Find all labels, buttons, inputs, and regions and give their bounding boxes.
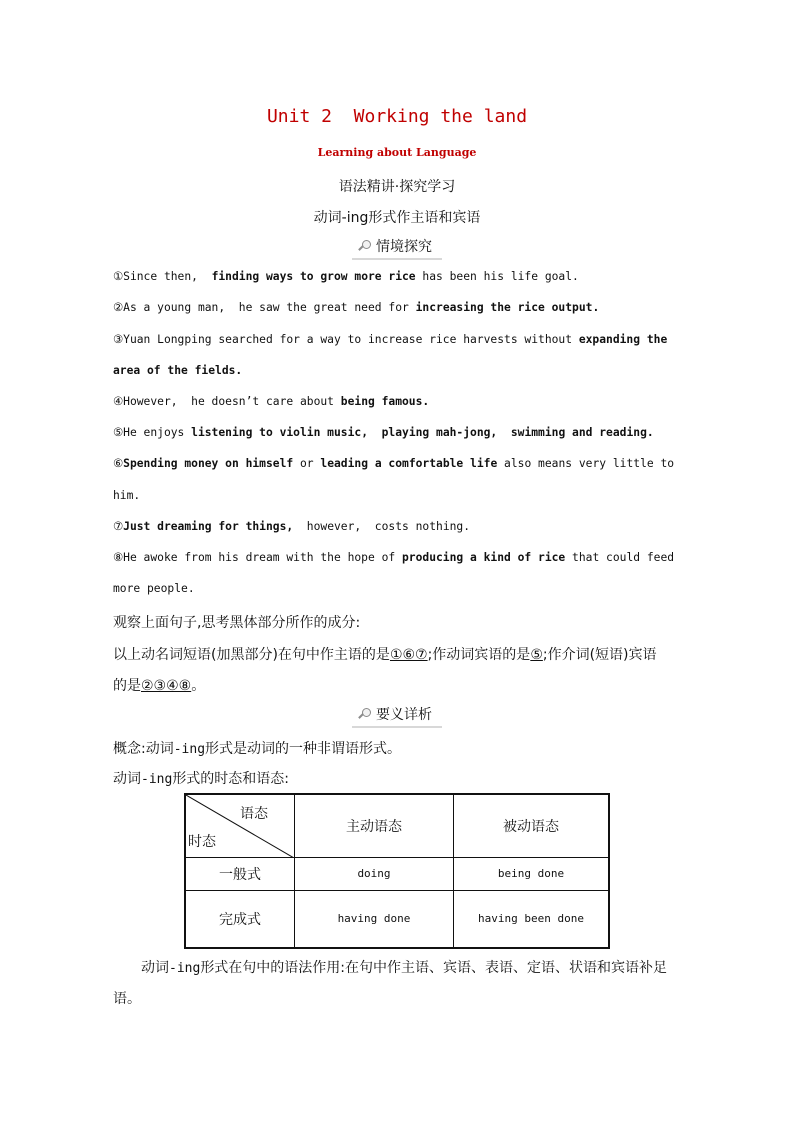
corner-tense-label: 时态 bbox=[188, 833, 216, 850]
gerund-phrase: swimming and reading. bbox=[510, 426, 654, 439]
grammar-heading: 语法精讲·探究学习 bbox=[338, 179, 456, 195]
cell-active: doing bbox=[295, 857, 454, 890]
sentence-text: has been his life goal. bbox=[415, 270, 579, 283]
sentence-text: or bbox=[293, 457, 321, 470]
corner-cell bbox=[185, 794, 295, 857]
sentence-line bbox=[113, 551, 683, 564]
sentence-line bbox=[113, 489, 683, 502]
gerund-phrase: leading a comfortable life bbox=[320, 457, 498, 470]
concept-ing: -ing bbox=[173, 742, 206, 757]
sentence-line bbox=[113, 520, 683, 533]
explore-tag bbox=[0, 236, 794, 256]
gerund-phrase: playing mah-jong, bbox=[381, 426, 498, 439]
unit-title: Unit 2 Working the land bbox=[266, 106, 528, 127]
tense-text: 形式的时态和语态: bbox=[172, 771, 290, 787]
concept-line bbox=[113, 738, 401, 758]
topic-heading: 动词-ing形式作主语和宾语 bbox=[313, 210, 481, 226]
sentence-number: ① bbox=[113, 270, 124, 283]
cell-active: having done bbox=[295, 890, 454, 948]
sentence-text bbox=[497, 426, 511, 439]
sentence-text: that could feed bbox=[565, 551, 675, 564]
function-text: 动词 bbox=[141, 960, 169, 976]
sentence-number: ⑥ bbox=[113, 457, 124, 470]
function-line-2: 语。 bbox=[113, 991, 141, 1007]
concept-text: 形式是动词的一种非谓语形式。 bbox=[205, 741, 402, 757]
tense-intro-line bbox=[113, 768, 289, 788]
analysis-tag-label: 要义详析 bbox=[376, 707, 432, 723]
gerund-phrase: finding ways to grow more rice bbox=[211, 270, 416, 283]
tense-text: 动词 bbox=[113, 771, 141, 787]
answer-object: ⑤ bbox=[530, 647, 543, 663]
row-label: 完成式 bbox=[185, 890, 295, 948]
answer-text: 。 bbox=[191, 678, 206, 694]
gerund-phrase: area of the fields. bbox=[113, 364, 243, 377]
gerund-phrase: Just dreaming for things, bbox=[123, 520, 294, 533]
row-label: 一般式 bbox=[185, 857, 295, 890]
sentence-text: However, he doesn’t care about bbox=[123, 395, 341, 408]
magnifier-icon bbox=[356, 239, 372, 253]
sentence-number: ⑧ bbox=[113, 551, 124, 564]
function-text: 形式在句中的语法作用:在句中作主语、宾语、表语、定语、状语和宾语补足 bbox=[200, 960, 668, 976]
answer-line-2 bbox=[113, 675, 205, 695]
answer-text: 以上动名词短语(加黑部分)在句中作主语的是 bbox=[113, 647, 390, 663]
cell-passive: having been done bbox=[454, 890, 610, 948]
sentence-text: however, costs nothing. bbox=[293, 520, 471, 533]
gerund-phrase: listening to violin music, bbox=[191, 426, 368, 439]
sentence-text: He awoke from his dream with the hope of bbox=[123, 551, 402, 564]
observe-question: 观察上面句子,思考黑体部分所作的成分: bbox=[113, 615, 361, 631]
sentence-line bbox=[113, 301, 683, 314]
gerund-phrase: producing a kind of rice bbox=[402, 551, 566, 564]
answer-line-1 bbox=[113, 644, 657, 664]
sentence-number: ④ bbox=[113, 395, 124, 408]
sentence-text: Yuan Longping searched for a way to increase rice harvests without bbox=[123, 333, 579, 346]
sentence-number: ③ bbox=[113, 333, 124, 346]
tense-ing: -ing bbox=[141, 772, 173, 787]
function-line-1 bbox=[141, 957, 667, 977]
sentence-text: also means very little to bbox=[497, 457, 675, 470]
answer-text: 的是 bbox=[113, 678, 141, 694]
answer-text: ;作动词宾语的是 bbox=[427, 647, 531, 663]
answer-subject: ①⑥⑦ bbox=[389, 647, 428, 663]
explore-tag-label: 情境探究 bbox=[376, 239, 432, 255]
tense-voice-table bbox=[184, 793, 610, 949]
sentence-line bbox=[113, 333, 683, 346]
concept-text: 概念:动词 bbox=[113, 741, 174, 757]
sentence-text: As a young man, he saw the great need for bbox=[123, 301, 416, 314]
section-title: Learning about Language bbox=[317, 146, 477, 159]
sentence-line bbox=[113, 426, 683, 439]
sentence-number: ② bbox=[113, 301, 124, 314]
sentence-text: Since then, bbox=[123, 270, 212, 283]
sentence-number: ⑤ bbox=[113, 426, 124, 439]
sentence-line bbox=[113, 582, 683, 595]
sentence-text: He enjoys bbox=[123, 426, 192, 439]
cell-passive: being done bbox=[454, 857, 610, 890]
sentence-text: more people. bbox=[113, 582, 195, 595]
header-passive: 被动语态 bbox=[454, 794, 610, 857]
answer-text: ;作介词(短语)宾语 bbox=[542, 647, 657, 663]
gerund-phrase: being famous. bbox=[340, 395, 430, 408]
sentence-line bbox=[113, 364, 683, 377]
magnifier-icon bbox=[356, 707, 372, 721]
gerund-phrase: Spending money on himself bbox=[123, 457, 294, 470]
sentence-text bbox=[368, 426, 382, 439]
analysis-tag bbox=[0, 704, 794, 724]
sentence-line bbox=[113, 457, 683, 470]
sentence-text: him. bbox=[113, 489, 141, 502]
sentence-line bbox=[113, 395, 683, 408]
header-active: 主动语态 bbox=[295, 794, 454, 857]
gerund-phrase: expanding the bbox=[578, 333, 668, 346]
corner-voice-label: 语态 bbox=[240, 806, 268, 822]
function-ing: -ing bbox=[169, 961, 201, 976]
gerund-phrase: increasing the rice output. bbox=[415, 301, 600, 314]
sentence-line bbox=[113, 270, 683, 283]
sentence-number: ⑦ bbox=[113, 520, 124, 533]
answer-prep: ②③④⑧ bbox=[141, 678, 192, 694]
